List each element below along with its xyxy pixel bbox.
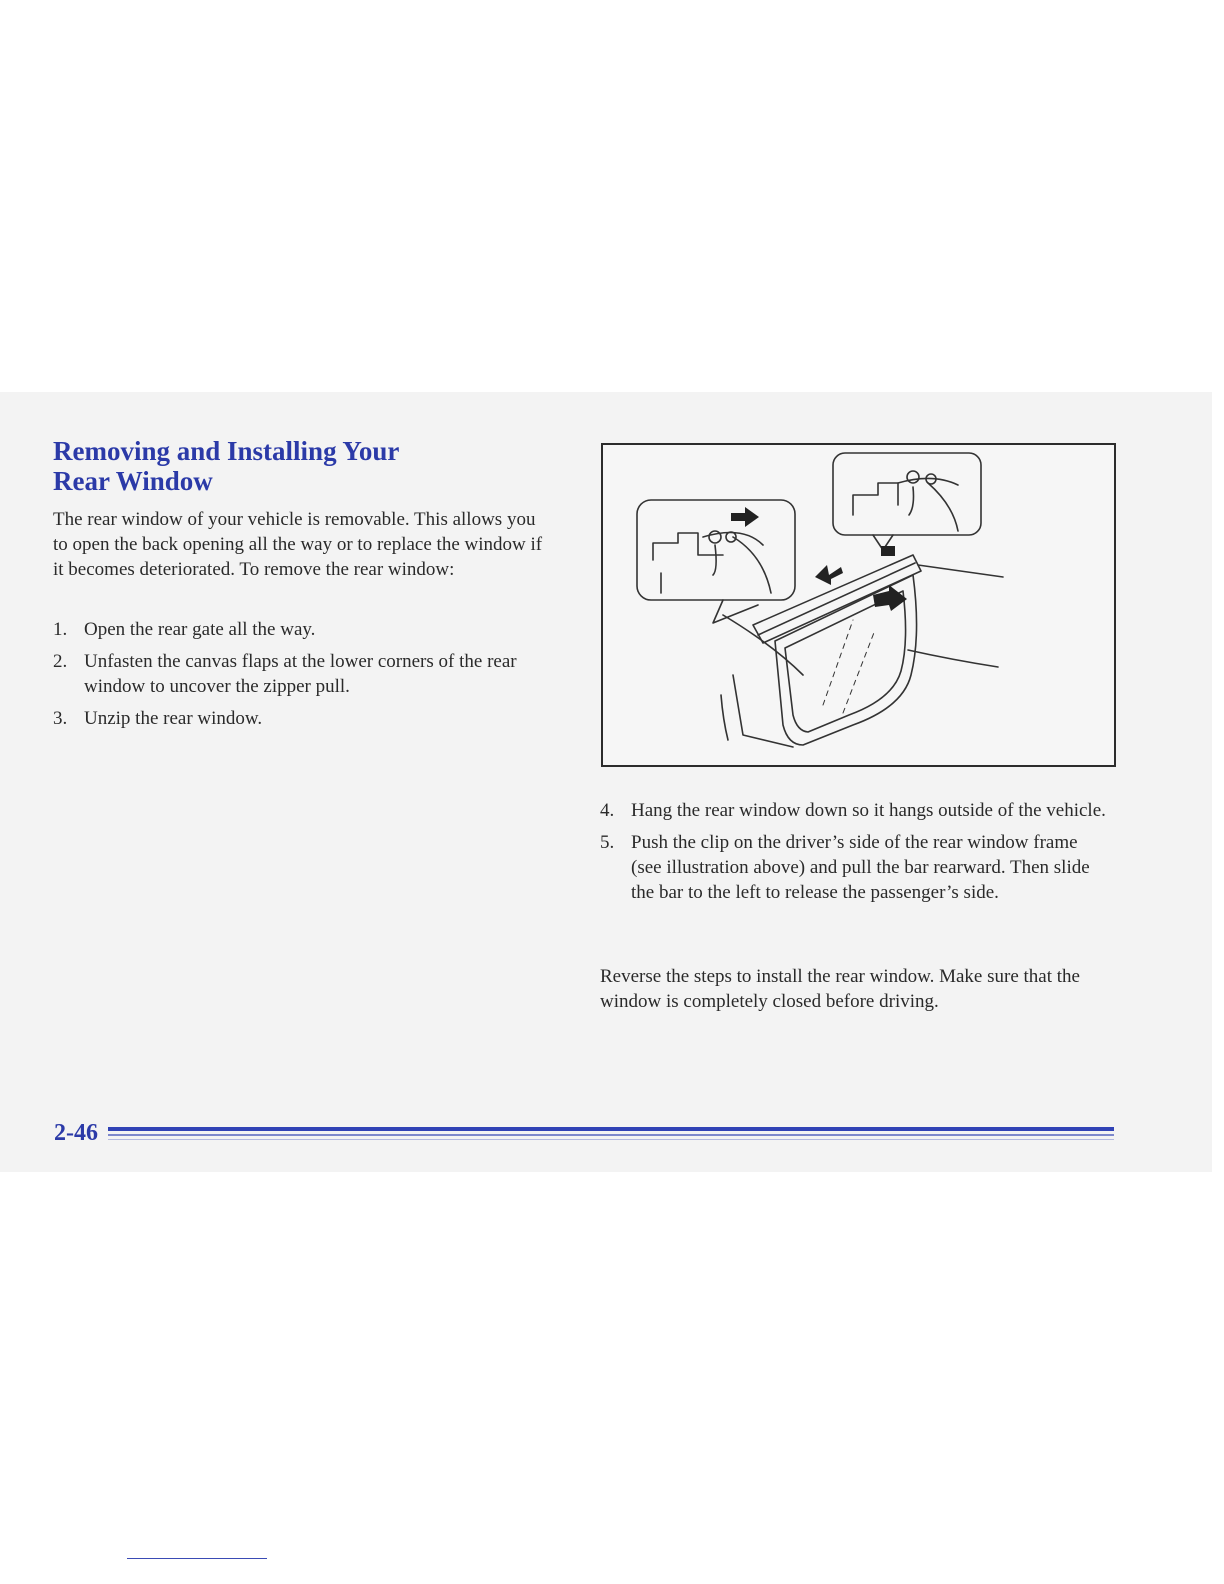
rear-window-illustration [601, 443, 1116, 767]
steps-list-right [600, 798, 1110, 912]
step-number: 1. [53, 619, 68, 640]
list-item [600, 798, 1110, 823]
step-number: 5. [600, 832, 615, 853]
illustration-drawing [603, 445, 1114, 765]
list-item [53, 649, 573, 699]
step-text: Hang the rear window down so it hangs outside of the vehicle. [631, 800, 1106, 821]
step-number: 3. [53, 708, 68, 729]
list-item [53, 617, 573, 642]
step-text: Unfasten the canvas flaps at the lower corners of the rear window to uncover the zipper pull. [84, 651, 517, 697]
footer-rule [108, 1127, 1114, 1141]
list-item [600, 830, 1110, 905]
heading-line-2: Rear Window [53, 466, 213, 496]
steps-list-left [53, 617, 573, 738]
heading-line-1: Removing and Installing Your [53, 436, 400, 466]
page-number: 2-46 [54, 1120, 98, 1146]
step-number: 2. [53, 651, 68, 672]
closing-paragraph: Reverse the steps to install the rear window. Make sure that the window is completely closed before driving. [600, 966, 1080, 1012]
list-item [53, 706, 573, 731]
divider [127, 1558, 267, 1559]
section-heading [53, 436, 573, 496]
step-text: Unzip the rear window. [84, 708, 263, 729]
step-text: Open the rear gate all the way. [84, 619, 316, 640]
intro-paragraph: The rear window of your vehicle is removable. This allows you to open the back opening all the way or to replace the window if it becomes deteriorated. To remove the rear window: [53, 509, 543, 580]
step-number: 4. [600, 800, 615, 821]
step-text: Push the clip on the driver’s side of the rear window frame (see illustration above) and pull the bar rearward. Then slide the bar to the left to release the passenger’s side. [631, 832, 1090, 903]
